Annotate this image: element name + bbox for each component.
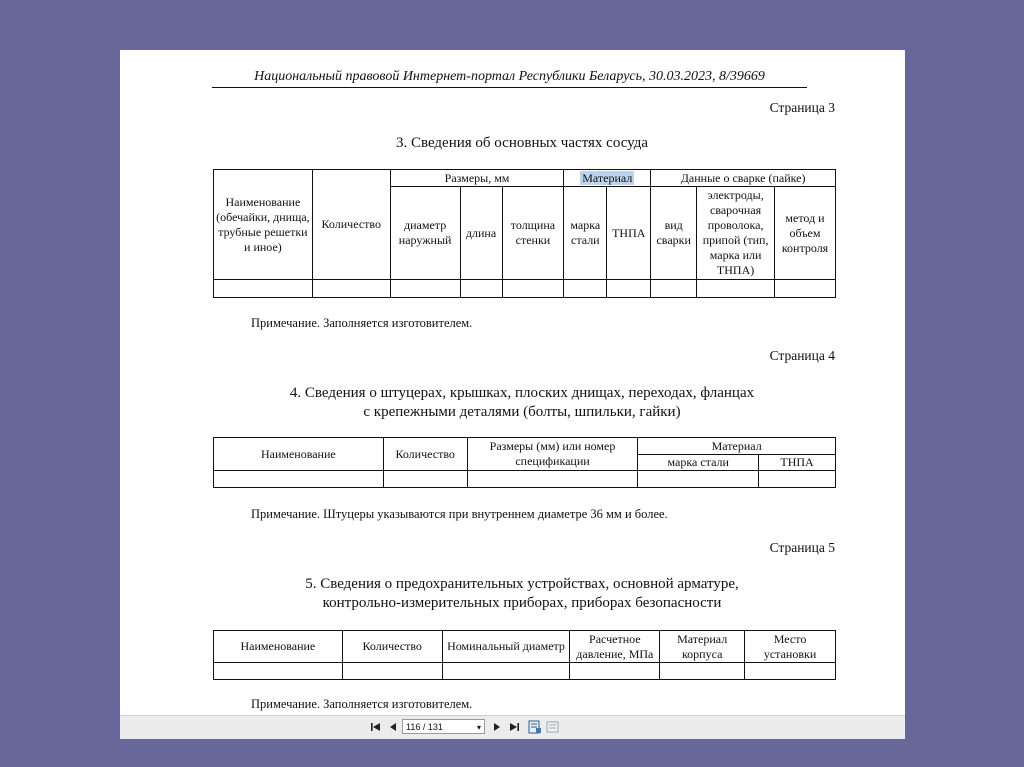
header-outer-diameter: диаметр наружный xyxy=(390,187,460,280)
header-quantity: Количество xyxy=(312,170,390,280)
empty-cell xyxy=(651,280,697,298)
empty-cell xyxy=(697,280,775,298)
section-4-title xyxy=(212,384,832,422)
page-indicator: 116 / 131 xyxy=(406,722,443,732)
empty-cell xyxy=(390,280,460,298)
section-5-title xyxy=(212,575,832,613)
empty-cell xyxy=(638,471,759,488)
header-quantity: Количество xyxy=(342,631,442,663)
section-3-title: 3. Сведения об основных частях сосуда xyxy=(395,135,649,151)
fit-width-icon[interactable] xyxy=(546,720,560,734)
header-control-method: метод и объем контроля xyxy=(775,187,836,280)
header-design-pressure: Расчетное давление, МПа xyxy=(570,631,660,663)
first-page-icon[interactable] xyxy=(370,721,382,733)
header-quantity: Количество xyxy=(383,438,467,471)
safety-devices-table xyxy=(213,630,836,680)
note-page-5: Примечание. Заполняется изготовителем. xyxy=(251,697,473,711)
empty-cell xyxy=(383,471,467,488)
empty-cell xyxy=(660,663,745,680)
header-steel-grade: марка стали xyxy=(564,187,607,280)
prev-page-icon[interactable] xyxy=(387,721,399,733)
header-steel-grade: марка стали xyxy=(638,455,759,471)
header-length: длина xyxy=(460,187,502,280)
header-material: Материал xyxy=(638,438,836,455)
header-tnpa: ТНПА xyxy=(759,455,836,471)
empty-cell xyxy=(564,280,607,298)
section-4-title-line2: с крепежными деталями (болты, шпильки, гайки) xyxy=(363,404,681,420)
page-number-select[interactable] xyxy=(402,719,485,734)
header-name: Наименование xyxy=(214,631,343,663)
header-name: Наименование xyxy=(214,438,384,471)
empty-cell xyxy=(570,663,660,680)
header-welding-type: вид сварки xyxy=(651,187,697,280)
empty-cell xyxy=(460,280,502,298)
last-page-icon[interactable] xyxy=(508,721,520,733)
header-body-material: Материал корпуса xyxy=(660,631,745,663)
document-header: Национальный правовой Интернет-портал Республики Беларусь, 30.03.2023, 8/39669 xyxy=(212,69,807,88)
note-page-3: Примечание. Заполняется изготовителем. xyxy=(251,316,473,330)
header-name: Наименование (обечайки, днища, трубные решетки и иное) xyxy=(214,170,313,280)
empty-cell xyxy=(759,471,836,488)
empty-cell xyxy=(442,663,570,680)
note-page-4: Примечание. Штуцеры указываются при внутреннем диаметре 36 мм и более. xyxy=(251,507,668,521)
header-sizes: Размеры, мм xyxy=(390,170,564,187)
empty-cell xyxy=(467,471,638,488)
section-5-title-line2: контрольно-измерительных приборах, приборах безопасности xyxy=(322,595,722,611)
empty-cell xyxy=(214,471,384,488)
header-wall-thickness: толщина стенки xyxy=(502,187,564,280)
next-page-icon[interactable] xyxy=(491,721,503,733)
page-number-5: Страница 5 xyxy=(769,540,835,555)
header-material xyxy=(564,170,651,187)
highlighted-text: Материал xyxy=(582,170,633,185)
page-number-4: Страница 4 xyxy=(769,348,835,363)
header-welding: Данные о сварке (пайке) xyxy=(651,170,836,187)
empty-cell xyxy=(502,280,564,298)
parts-table xyxy=(213,169,836,298)
header-install-place: Место установки xyxy=(745,631,836,663)
empty-cell xyxy=(342,663,442,680)
section-4-title-line1: 4. Сведения о штуцерах, крышках, плоских днищах, переходах, фланцах xyxy=(289,385,755,401)
header-tnpa: ТНПА xyxy=(607,187,651,280)
empty-cell xyxy=(312,280,390,298)
viewer-toolbar xyxy=(120,715,905,739)
page-number-3: Страница 3 xyxy=(769,100,835,115)
empty-cell xyxy=(214,280,313,298)
document-page xyxy=(120,50,905,738)
empty-cell xyxy=(607,280,651,298)
fit-page-icon[interactable] xyxy=(528,720,542,734)
empty-cell xyxy=(775,280,836,298)
header-nominal-diameter: Номинальный диаметр xyxy=(442,631,570,663)
header-electrodes: электроды, сварочная проволока, припой (тип, марка или ТНПА) xyxy=(697,187,775,280)
fittings-table xyxy=(213,437,836,488)
chevron-down-icon: ▾ xyxy=(476,723,481,732)
empty-cell xyxy=(214,663,343,680)
empty-cell xyxy=(745,663,836,680)
section-5-title-line1: 5. Сведения о предохранительных устройствах, основной арматуре, xyxy=(305,576,739,592)
header-sizes: Размеры (мм) или номер спецификации xyxy=(467,438,638,471)
